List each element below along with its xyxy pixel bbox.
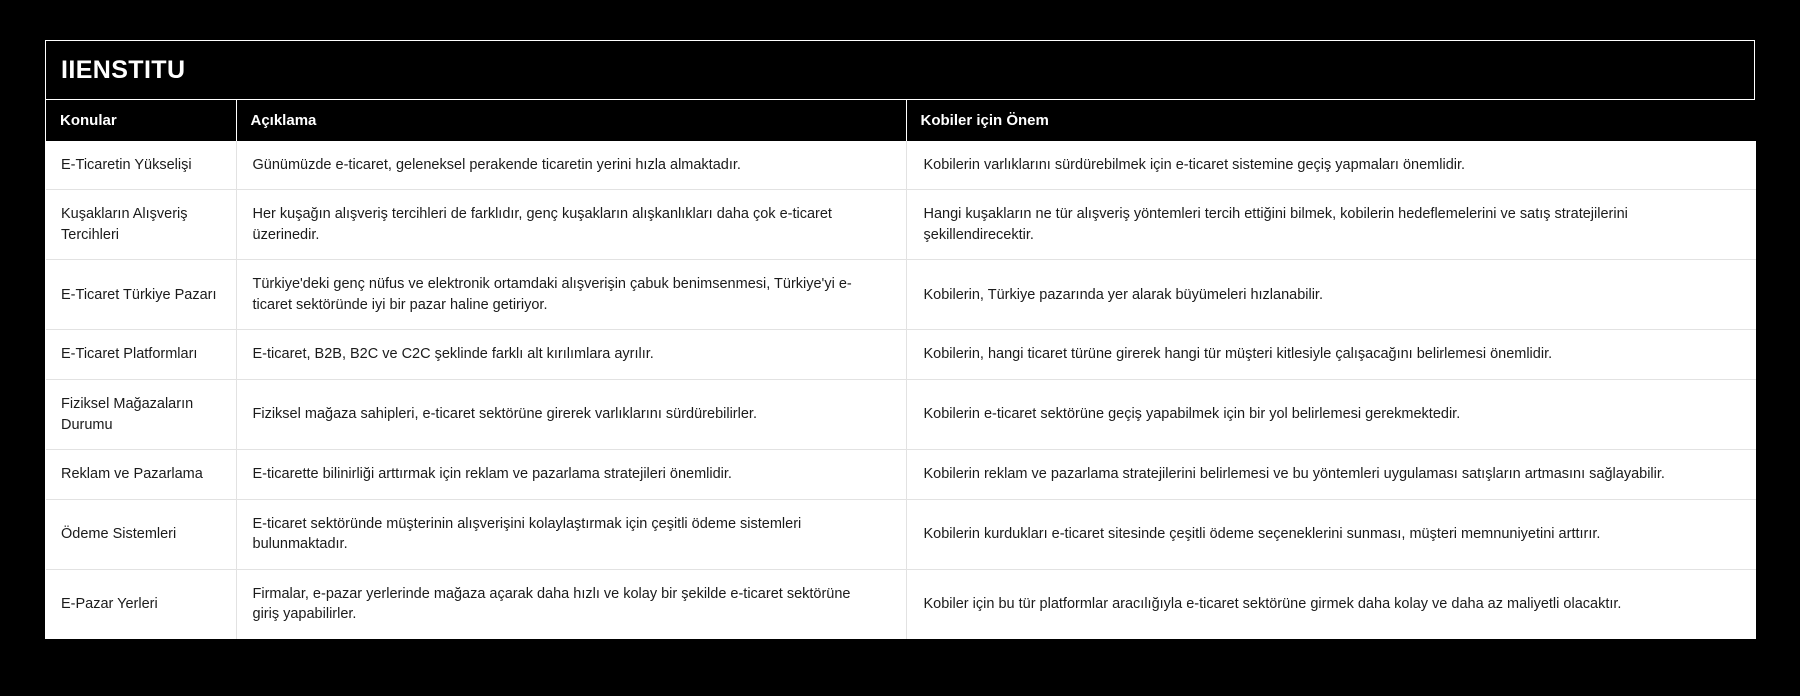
cell-topic: Ödeme Sistemleri [46,499,236,569]
cell-importance: Hangi kuşakların ne tür alışveriş yöntemleri tercih ettiğini bilmek, kobilerin hedeflemelerini ve satış stratejilerini şekillendirecektir. [906,190,1756,260]
table-body [46,141,1756,640]
brand-header [46,41,1754,100]
table-row [46,330,1756,380]
cell-topic: Reklam ve Pazarlama [46,450,236,500]
cell-importance: Kobiler için bu tür platformlar aracılığıyla e-ticaret sektörüne girmek daha kolay ve daha az maliyetli olacaktır. [906,569,1756,639]
table-row [46,499,1756,569]
cell-importance: Kobilerin kurdukları e-ticaret sitesinde çeşitli ödeme seçeneklerini sunması, müşteri memnuniyetini arttırır. [906,499,1756,569]
table-row [46,569,1756,639]
cell-topic: Fiziksel Mağazaların Durumu [46,379,236,449]
cell-description: Günümüzde e-ticaret, geleneksel perakende ticaretin yerini hızla almaktadır. [236,141,906,190]
cell-topic: E-Ticaret Türkiye Pazarı [46,260,236,330]
cell-topic: E-Ticaretin Yükselişi [46,141,236,190]
comparison-table [46,100,1756,640]
cell-description: E-ticarette bilinirliği arttırmak için reklam ve pazarlama stratejileri önemlidir. [236,450,906,500]
cell-description: Firmalar, e-pazar yerlerinde mağaza açarak daha hızlı ve kolay bir şekilde e-ticaret sektörüne giriş yapabilirler. [236,569,906,639]
table-row [46,450,1756,500]
cell-description: E-ticaret sektöründe müşterinin alışverişini kolaylaştırmak için çeşitli ödeme sistemleri bulunmaktadır. [236,499,906,569]
column-header-konular: Konular [46,100,236,141]
table-row [46,379,1756,449]
cell-importance: Kobilerin e-ticaret sektörüne geçiş yapabilmek için bir yol belirlemesi gerekmektedir. [906,379,1756,449]
cell-description: Her kuşağın alışveriş tercihleri de farklıdır, genç kuşakların alışkanlıkları daha çok e-ticaret üzerinedir. [236,190,906,260]
table-header [46,100,1756,141]
cell-topic: E-Pazar Yerleri [46,569,236,639]
table-header-row [46,100,1756,141]
brand-logo: IIENSTITU [61,56,186,84]
table-row [46,190,1756,260]
cell-description: E-ticaret, B2B, B2C ve C2C şeklinde farklı alt kırılımlara ayrılır. [236,330,906,380]
table-card [45,40,1755,639]
cell-importance: Kobilerin varlıklarını sürdürebilmek için e-ticaret sistemine geçiş yapmaları önemlidir. [906,141,1756,190]
cell-description: Fiziksel mağaza sahipleri, e-ticaret sektörüne girerek varlıklarını sürdürebilirler. [236,379,906,449]
cell-description: Türkiye'deki genç nüfus ve elektronik ortamdaki alışverişin çabuk benimsenmesi, Türkiye'yi e-ticaret sektöründe iyi bir pazar haline getiriyor. [236,260,906,330]
cell-importance: Kobilerin, hangi ticaret türüne girerek hangi tür müşteri kitlesiyle çalışacağını belirlemesi önemlidir. [906,330,1756,380]
cell-importance: Kobilerin, Türkiye pazarında yer alarak büyümeleri hızlanabilir. [906,260,1756,330]
cell-topic: E-Ticaret Platformları [46,330,236,380]
cell-importance: Kobilerin reklam ve pazarlama stratejilerini belirlemesi ve bu yöntemleri uygulaması satışların artmasını sağlayabilir. [906,450,1756,500]
column-header-aciklama: Açıklama [236,100,906,141]
table-row [46,260,1756,330]
column-header-kobiler-icin-onem: Kobiler için Önem [906,100,1756,141]
cell-topic: Kuşakların Alışveriş Tercihleri [46,190,236,260]
table-row [46,141,1756,190]
